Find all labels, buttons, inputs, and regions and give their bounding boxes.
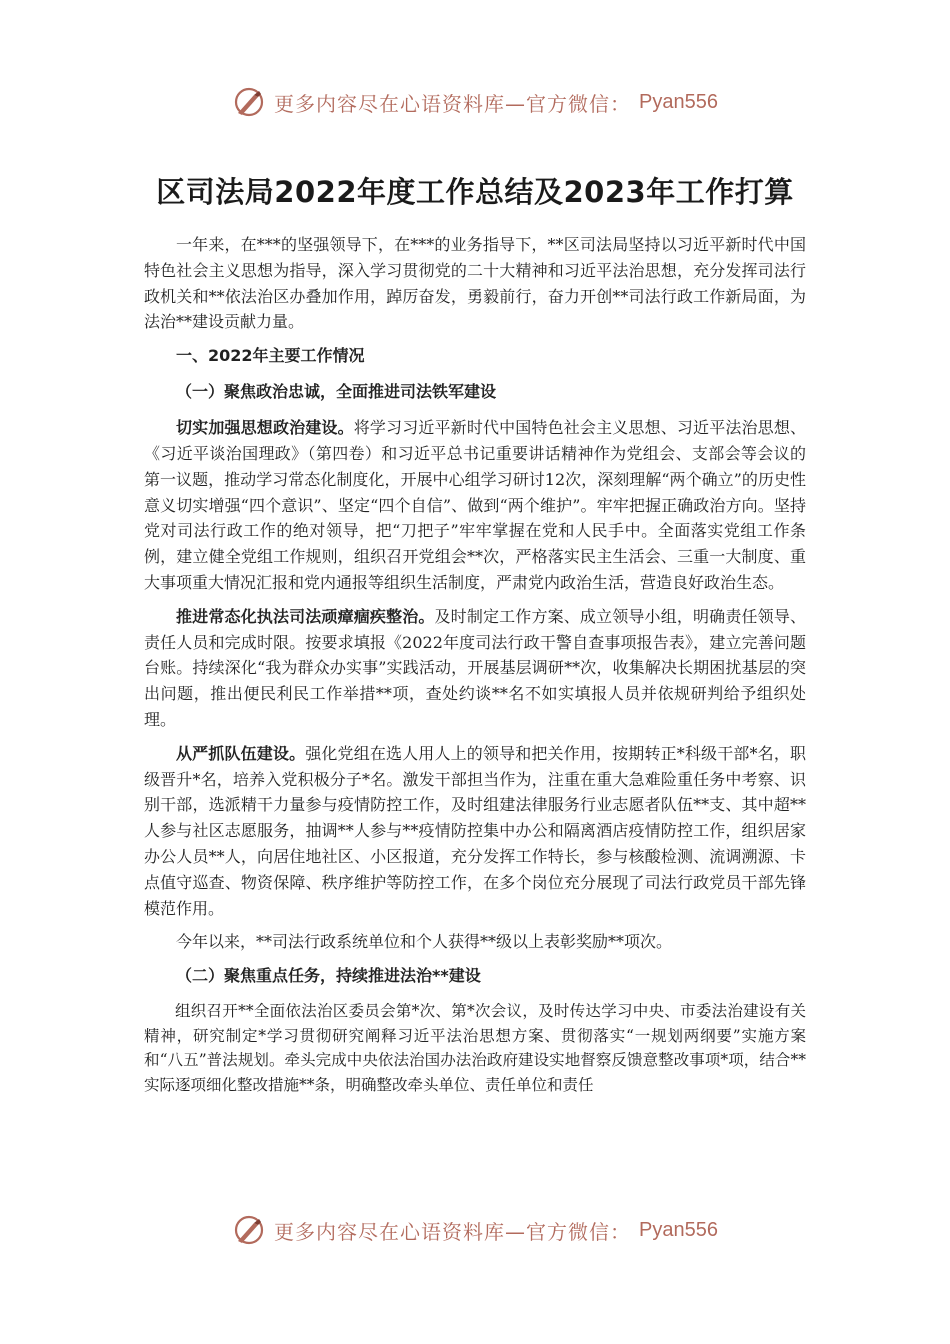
banner-handle: Pyan556 [639,90,718,113]
pen-logo-icon [232,85,266,119]
subsection-heading: （二）聚焦重点任务，持续推进法治**建设 [176,966,481,986]
section-heading: 一、2022年主要工作情况 [176,346,365,366]
pen-logo-icon [232,1213,266,1247]
paragraph-body: 强化党组在选人用人上的领导和把关作用，按期转正*科级干部*名，职级晋升*名，培养入党积极分子*名。激发干部担当作为，注重在重大急难险重任务中考察、识别干部，选派精干力量参与疫情防控工作，及时组建法律服务行业志愿者队伍**支、其中超**人参与社区志愿服务，抽调**人参与**疫情防控集中办公和隔离酒店疫情防控工作，组织居家办公人员**人，向居住地社区、小区报道，充分发挥工作特长，参与核酸检测、流调溯源、卡点值守巡查、物资保障、秩序维护等防控工作，在多个岗位充分展现了司法行政党员干部先锋模范作用。 [144,743,806,918]
paragraph [144,604,806,733]
document-body [144,232,806,1106]
paragraph: 今年以来，**司法行政系统单位和个人获得**级以上表彰奖励**项次。 [176,932,673,952]
paragraph-lead: 切实加强思想政治建设。 [176,418,354,438]
header-watermark-banner [0,82,950,122]
paragraph-lead: 从严抓队伍建设。 [176,743,306,763]
paragraph-lead: 推进常态化执法司法顽瘴痼疾整治。 [176,606,435,626]
banner-handle: Pyan556 [639,1218,718,1241]
paragraph-body: 将学习习近平新时代中国特色社会主义思想、习近平法治思想、《习近平谈治国理政》（第四卷）和习近平总书记重要讲话精神作为党组会、支部会等会议的第一议题，推动学习常态化制度化，开展中心组学习研讨12次，深刻理解“两个确立”的历史性意义切实增强“四个意识”、坚定“四个自信”、做到“两个维护”。牢牢把握正确政治方向。坚持党对司法行政工作的绝对领导，把“刀把子”牢牢掌握在党和人民手中。全面落实党组工作条例，建立健全党组工作规则，组织召开党组会**次，严格落实民主生活会、三重一大制度、重大事项重大情况汇报和党内通报等组织生活制度，严肃党内政治生活，营造良好政治生态。 [144,418,806,592]
subsection-heading: （一）聚焦政治忠诚，全面推进司法铁军建设 [176,382,497,402]
banner-text: 更多内容尽在心语资料库—官方微信： [274,91,632,116]
paragraph [144,415,806,596]
paragraph-body: 及时制定工作方案、成立领导小组，明确责任领导、责任人员和完成时限。按要求填报《2022年度司法行政干警自查事项报告表》，建立完善问题台账。持续深化“我为群众办实事”实践活动，开展基层调研**次，收集解决长期困扰基层的突出问题，推出便民利民工作举措**项，查处约谈**名不如实填报人员并依规研判给予组织处理。 [144,606,806,729]
banner-text: 更多内容尽在心语资料库—官方微信： [274,1219,632,1244]
paragraph [144,741,806,922]
document-title: 区司法局2022年度工作总结及2023年工作打算 [156,175,794,209]
paragraph: 组织召开**全面依法治区委员会第*次、第*次会议，及时传达学习中央、市委法治建设有关精神，研究制定*学习贯彻研究阐释习近平法治思想方案、贯彻落实“一规划两纲要”实施方案和“八五”普法规划。牵头完成中央依法治国办法治政府建设实地督察反馈意整改事项*项，结合**实际逐项细化整改措施**条，明确整改牵头单位、责任单位和责任 [144,1002,806,1094]
footer-watermark-banner [0,1210,950,1250]
intro-paragraph: 一年来，在***的坚强领导下，在***的业务指导下，**区司法局坚持以习近平新时代中国特色社会主义思想为指导，深入学习贯彻党的二十大精神和习近平法治思想，充分发挥司法行政机关和**依法治区办叠加作用，踔厉奋发，勇毅前行，奋力开创**司法行政工作新局面，为法治**建设贡献力量。 [144,235,806,332]
